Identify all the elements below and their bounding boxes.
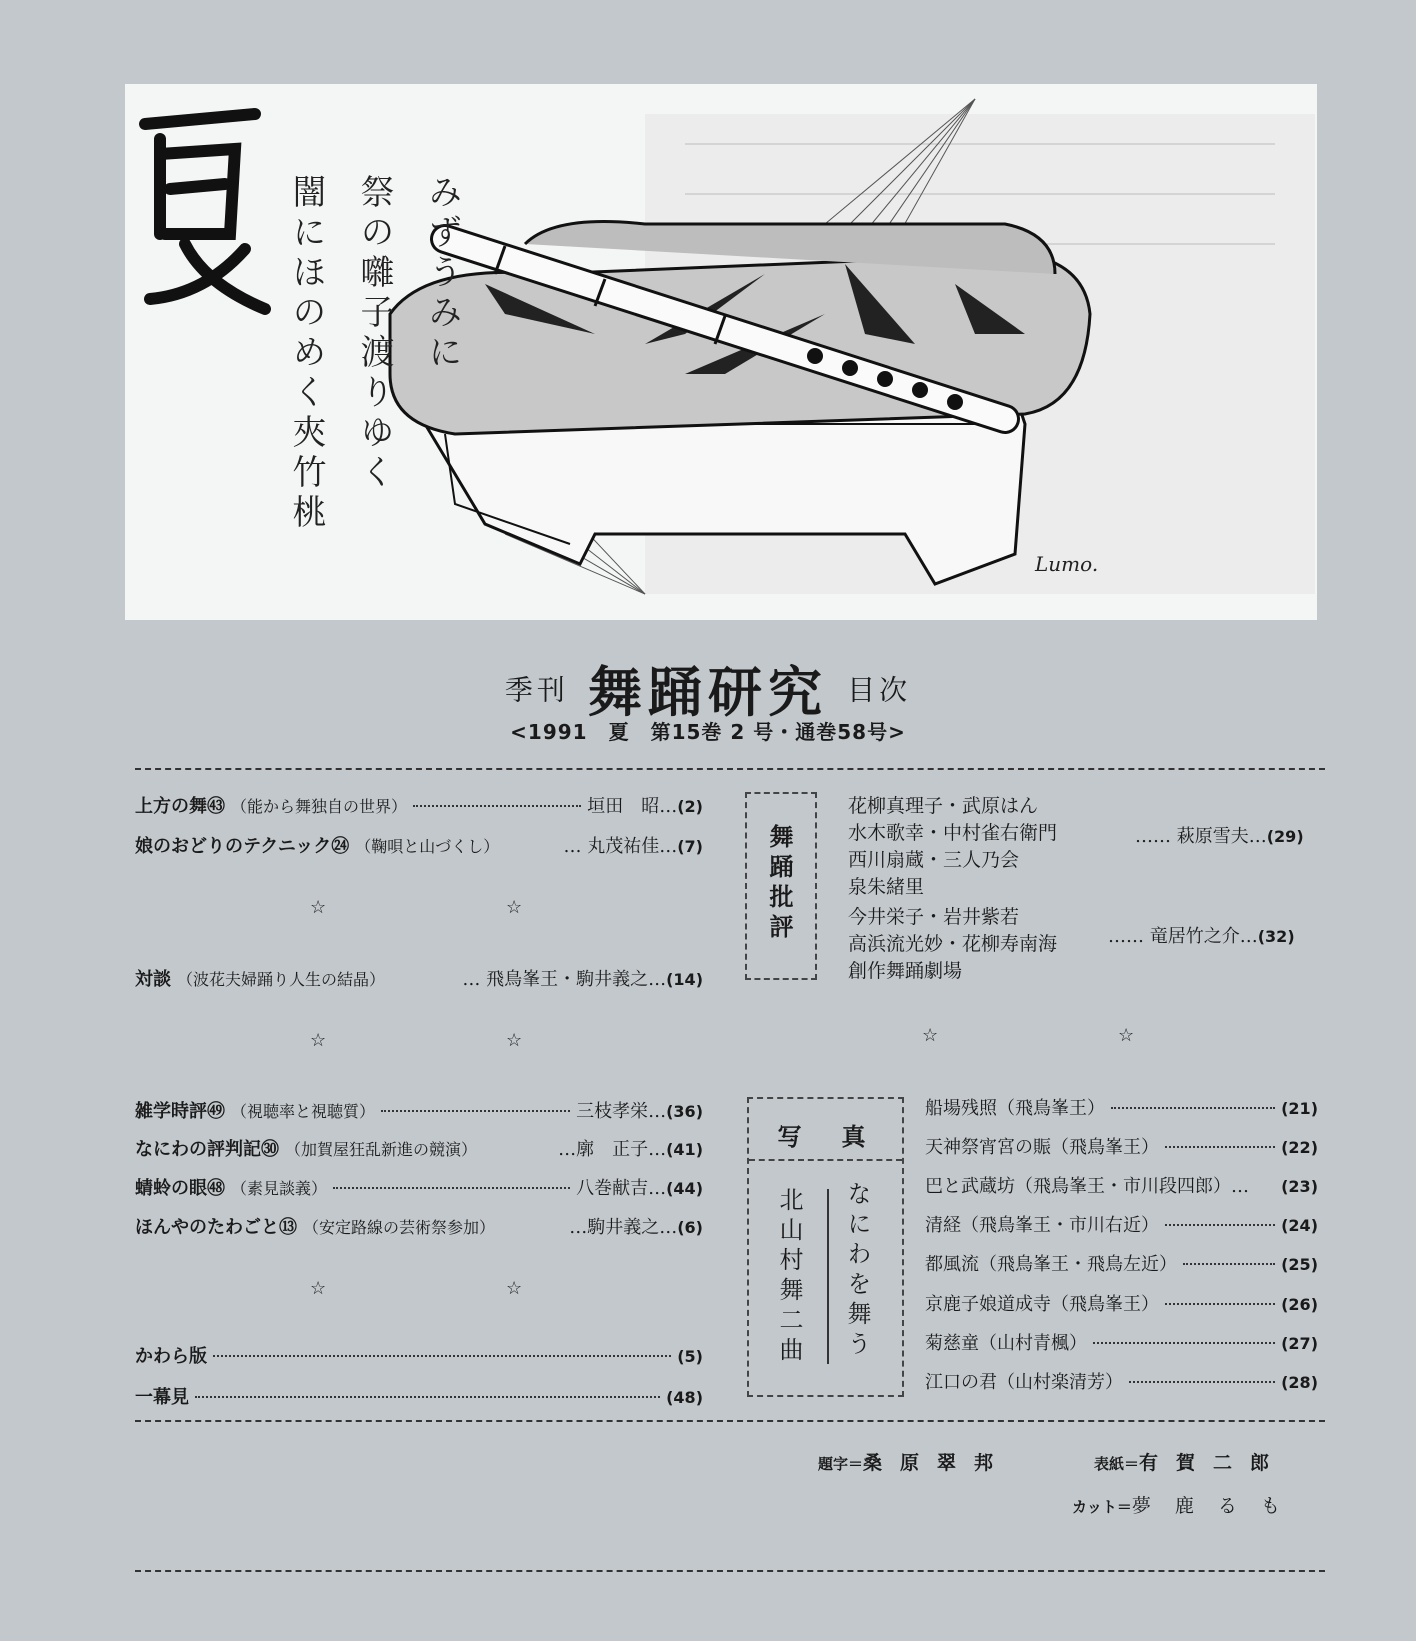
toc-entry[interactable]: 対談 （波花夫婦踊り人生の結晶） … 飛鳥峯王・駒井義之… (14) bbox=[135, 969, 703, 990]
star-divider: ☆ bbox=[310, 897, 327, 918]
photo-entry[interactable]: 京鹿子娘道成寺（飛鳥峯王） (26) bbox=[925, 1294, 1318, 1315]
toc-entry[interactable]: なにわの評判記㉚ （加賀屋狂乱新進の競演） …廓 正子… (41) bbox=[135, 1139, 703, 1160]
toc-entry[interactable]: 蜻蛉の眼㊽ （素見談義） 八巻献吉… (44) bbox=[135, 1178, 703, 1199]
header-illustration bbox=[125, 84, 1317, 620]
photo-entry[interactable]: 江口の君（山村楽清芳） (28) bbox=[925, 1372, 1318, 1393]
photo-subtitle: 北山村舞二曲 bbox=[775, 1187, 803, 1367]
review-label-box bbox=[745, 792, 817, 980]
issue-info: <1991 夏 第15巻 2 号・通巻58号> bbox=[510, 720, 906, 744]
star-divider: ☆ bbox=[310, 1278, 327, 1299]
summer-calligraphy-mark bbox=[125, 84, 275, 324]
credit-cover: 表紙＝有賀二郎 bbox=[1094, 1452, 1288, 1474]
poem-line: 祭の囃子渡りゆく bbox=[354, 174, 394, 494]
haiku-poem bbox=[286, 174, 462, 534]
photo-entry[interactable]: 都風流（飛鳥峯王・飛鳥左近） (25) bbox=[925, 1254, 1318, 1275]
star-divider: ☆ bbox=[506, 897, 523, 918]
review-author: …… 竜居竹之介… (32) bbox=[1108, 926, 1295, 947]
photo-entry[interactable]: 菊慈童（山村青楓） (27) bbox=[925, 1333, 1318, 1354]
star-divider: ☆ bbox=[506, 1030, 523, 1051]
review-label: 舞踊批評 bbox=[765, 824, 794, 944]
magazine-contents-page: みずうみに 祭の囃子渡りゆく 闇にほのめく夾竹桃 Lumo. 季刊 舞踊研究 目次 <1991 夏 第15巻 2 号・通巻58号> 上方の舞㊸ （能から舞独自の世界） 垣田 昭… (2) 娘のおどりのテクニック㉔ （鞠唄と山づくし） … 丸茂祐佳… (7) ☆ ☆ 対談 （波花夫婦踊り人生の結晶） … 飛鳥峯王・駒井義之… (14) ☆ ☆ 雑学時評㊾ （視聴率と視聴質） 三枝孝栄… (36) なにわの評判記㉚ （加賀屋狂乱新進の競演） …廓 正子… (41) 蜻蛉の眼㊽ （素見談義） 八巻献吉… (44) ほんやのたわごと⑬ （安定路線の芸術祭参加） …駒井義之… (6) ☆ ☆ かわら版 (5) 一幕見 (48) 舞踊批評 花柳真理子・武原はん 水木歌幸・中村雀右衛門 西川扇蔵・三人乃会 泉朱緒里 …… 萩原雪夫… (29) 今井栄子・岩井紫若 高浜流光妙・花柳寿南海 創作舞踊劇場 …… 竜居竹之介… (32) ☆ ☆ 写 真 なにわを舞う 北山村舞二曲 船場残照（飛鳥峯王） (21) 天神祭宵宮の賑（飛鳥峯王） (22) 巴と武蔵坊（飛鳥峯王・市川段四郎）… (23) 清経（飛鳥峯王・市川右近） (24) 都風流（飛鳥峯王・飛鳥左近） (25) 京鹿子娘道成寺（飛鳥峯王） (26) 菊慈童（山村青楓） (27) 江口の君（山村楽清芳） (28) 題字＝桑原翠邦 表紙＝有賀二郎 カット＝夢鹿るも bbox=[0, 0, 1416, 1641]
photo-entry[interactable]: 清経（飛鳥峯王・市川右近） (24) bbox=[925, 1215, 1318, 1236]
poem-line: みずうみに bbox=[422, 174, 462, 374]
artist-signature: Lumo. bbox=[1035, 552, 1099, 576]
credit-title-calligraphy: 題字＝桑原翠邦 bbox=[818, 1452, 1012, 1474]
title-suffix: 目次 bbox=[847, 673, 912, 707]
poem-line: 闇にほのめく夾竹桃 bbox=[286, 174, 326, 534]
photo-label-box bbox=[747, 1097, 904, 1397]
toc-entry[interactable]: 上方の舞㊸ （能から舞独自の世界） 垣田 昭… (2) bbox=[135, 796, 703, 817]
star-divider: ☆ bbox=[922, 1025, 939, 1046]
photo-entry[interactable]: 船場残照（飛鳥峯王） (21) bbox=[925, 1098, 1318, 1119]
divider-middle bbox=[135, 1420, 1325, 1422]
photo-entry[interactable]: 天神祭宵宮の賑（飛鳥峯王） (22) bbox=[925, 1137, 1318, 1158]
star-divider: ☆ bbox=[506, 1278, 523, 1299]
title-main: 舞踊研究 bbox=[588, 660, 828, 724]
divider-bottom bbox=[135, 1570, 1325, 1572]
title-prefix: 季刊 bbox=[504, 673, 569, 707]
photo-entry[interactable]: 巴と武蔵坊（飛鳥峯王・市川段四郎）… (23) bbox=[925, 1176, 1318, 1197]
divider-top bbox=[135, 768, 1325, 770]
toc-entry[interactable]: 娘のおどりのテクニック㉔ （鞠唄と山づくし） … 丸茂祐佳… (7) bbox=[135, 836, 703, 857]
toc-entry[interactable]: 雑学時評㊾ （視聴率と視聴質） 三枝孝栄… (36) bbox=[135, 1101, 703, 1122]
credit-cut: カット＝夢鹿るも bbox=[1072, 1495, 1304, 1517]
star-divider: ☆ bbox=[1118, 1025, 1135, 1046]
review-author: …… 萩原雪夫… (29) bbox=[1135, 826, 1304, 847]
star-divider: ☆ bbox=[310, 1030, 327, 1051]
toc-entry[interactable]: 一幕見 (48) bbox=[135, 1387, 703, 1408]
toc-entry[interactable]: かわら版 (5) bbox=[135, 1346, 703, 1367]
photo-subtitle: なにわを舞う bbox=[843, 1181, 871, 1361]
toc-entry[interactable]: ほんやのたわごと⑬ （安定路線の芸術祭参加） …駒井義之… (6) bbox=[135, 1217, 703, 1238]
photo-label: 写 真 bbox=[777, 1122, 874, 1151]
